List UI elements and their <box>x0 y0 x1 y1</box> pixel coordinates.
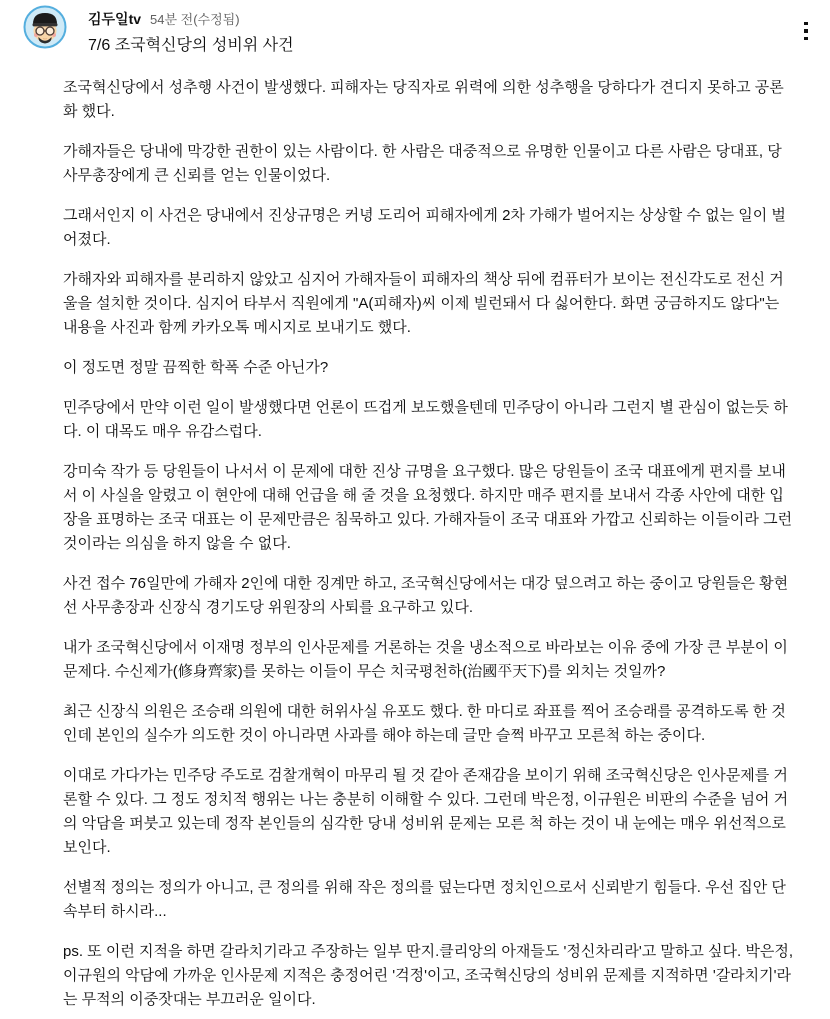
post-paragraph: 이 정도면 정말 끔찍한 학폭 수준 아닌가? <box>63 359 329 376</box>
avatar[interactable] <box>23 5 67 49</box>
post-paragraph: 내가 조국혁신당에서 이재명 정부의 인사문제를 거론하는 것을 냉소적으로 바라보는 이유 중에 가장 큰 부분이 이 문제다. 수신제가(修身齊家)를 못하는 이들이 무슨 치국평천하(治國平天下)를 외치는 것일까? <box>63 639 788 680</box>
post-paragraph: 이대로 가다가는 민주당 주도로 검찰개혁이 마무리 될 것 같아 존재감을 보이기 위해 조국혁신당은 인사문제를 거론할 수 있다. 그 정도 정치적 행위는 나는 충분히 이해할 수 있다. 그런데 박은정, 이규원은 비판의 수준을 넘어 거의 악담을 퍼붓고 있는데 정작 본인들의 심각한 당내 성비위 문제는 모른 척 하는 것이 내 눈에는 매우 위선적으로 보인다. <box>63 767 789 856</box>
post-timestamp[interactable]: 54분 전(수정됨) <box>150 12 240 27</box>
post-paragraph: ps. 또 이런 지적을 하면 갈라치기라고 주장하는 일부 딴지.클리앙의 아재들도 '정신차리라'고 말하고 싶다. 박은정, 이규원의 악담에 가까운 인사문제 지적은 충정어린 '걱정'이고, 조국혁신당의 성비위 문제를 지적하면 '갈라치기'라는 무적의 이중잣대는 부끄러운 일이다. <box>63 943 793 1008</box>
cartoon-man-cap-glasses-avatar-icon <box>23 5 67 49</box>
post-paragraph: 민주당에서 만약 이런 일이 발생했다면 언론이 뜨겁게 보도했을텐데 민주당이 아니라 그런지 별 관심이 없는듯 하다. 이 대목도 매우 유감스럽다. <box>63 399 788 440</box>
post-header <box>88 9 240 29</box>
post-paragraph: 그래서인지 이 사건은 당내에서 진상규명은 커녕 도리어 피해자에게 2차 가해가 벌어지는 상상할 수 없는 일이 벌어졌다. <box>63 207 786 248</box>
post-title: 7/6 조국혁신당의 성비위 사건 <box>88 37 294 54</box>
post-body <box>63 76 794 1019</box>
post-paragraph: 강미숙 작가 등 당원들이 나서서 이 문제에 대한 진상 규명을 요구했다. 많은 당원들이 조국 대표에게 편지를 보내서 이 사실을 알렸고 이 현안에 대해 언급을 해 줄 것을 요청했다. 하지만 매주 편지를 보내서 각종 사안에 대한 입장을 표명하는 조국 대표는 이 문제만큼은 침묵하고 있다. 가해자들이 조국 대표와 가깝고 신뢰하는 이들이라 그런 것이라는 의심을 하지 않을 수 없다. <box>63 463 793 552</box>
post-paragraph: 사건 접수 76일만에 가해자 2인에 대한 징계만 하고, 조국혁신당에서는 대강 덮으려고 하는 중이고 당원들은 황현선 사무총장과 신장식 경기도당 위원장의 사퇴를 요구하고 있다. <box>63 575 789 616</box>
post-paragraph: 가해자와 피해자를 분리하지 않았고 심지어 가해자들이 피해자의 책상 뒤에 컴퓨터가 보이는 전신각도로 전신 거울을 설치한 것이다. 심지어 타부서 직원에게 "A(피해자)씨 이제 빌런돼서 다 싫어한다. 화면 궁금하지도 않다"는 내용을 사진과 함께 카카오톡 메시지로 보내기도 했다. <box>63 271 784 336</box>
post-paragraph: 조국혁신당에서 성추행 사건이 발생했다. 피해자는 당직자로 위력에 의한 성추행을 당하다가 견디지 못하고 공론화 했다. <box>63 79 784 120</box>
more-options-button[interactable] <box>792 16 820 46</box>
post-paragraph: 선별적 정의는 정의가 아니고, 큰 정의를 위해 작은 정의를 덮는다면 정치인으로서 신뢰받기 힘들다. 우선 집안 단속부터 하시라... <box>63 879 786 920</box>
author-name[interactable]: 김두일tv <box>88 11 142 27</box>
post-paragraph: 가해자들은 당내에 막강한 권한이 있는 사람이다. 한 사람은 대중적으로 유명한 인물이고 다른 사람은 당대표, 당사무총장에게 큰 신뢰를 얻는 인물이었다. <box>63 143 782 184</box>
kebab-menu-icon <box>804 22 808 41</box>
post-paragraph: 최근 신장식 의원은 조승래 의원에 대한 허위사실 유포도 했다. 한 마디로 좌표를 찍어 조승래를 공격하도록 한 것인데 본인의 실수가 의도한 것이 아니라면 사과를 해야 하는데 글만 슬쩍 바꾸고 모른척 하는 중이다. <box>63 703 786 744</box>
